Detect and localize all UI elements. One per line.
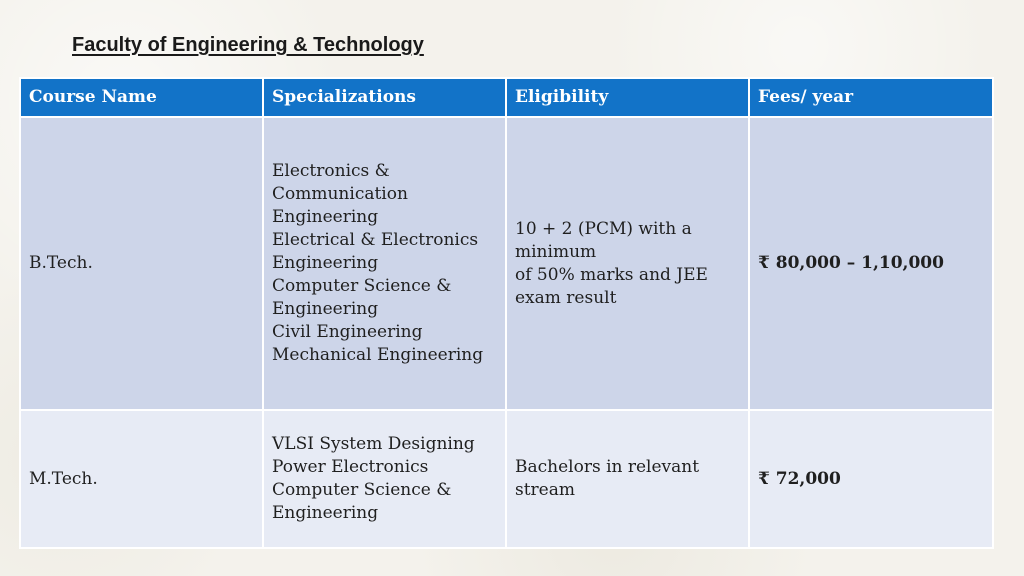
specialization-line: Engineering [272,207,379,227]
fees-cell: ₹ 80,000 – 1,10,000 [749,117,993,410]
course-name-cell: B.Tech. [20,117,263,410]
eligibility-cell [506,410,749,548]
specialization-line: Computer Science & [272,276,452,296]
table-row [20,117,993,410]
eligibility-line: stream [515,480,575,500]
page-title: Faculty of Engineering & Technology [72,34,424,56]
specialization-line: Civil Engineering [272,322,423,342]
specialization-line: Computer Science & [272,480,452,500]
eligibility-cell [506,117,749,410]
specializations-cell [263,117,506,410]
specialization-line: Engineering [272,503,379,523]
specialization-line: Power Electronics [272,457,429,477]
course-name-cell: M.Tech. [20,410,263,548]
specialization-line: Engineering [272,299,379,319]
header-course-name: Course Name [20,78,263,117]
eligibility-line: exam result [515,287,617,308]
eligibility-line: Bachelors in relevant [515,457,700,477]
fees-cell: ₹ 72,000 [749,410,993,548]
header-specializations: Specializations [263,78,506,117]
specialization-line: VLSI System Designing [272,434,475,454]
specialization-line: Engineering [272,253,379,273]
eligibility-line: of 50% marks and JEE [515,264,708,285]
specialization-line: Electronics & [272,161,390,181]
specialization-line: Electrical & Electronics [272,230,479,250]
header-fees: Fees/ year [749,78,993,117]
table-header-row [20,78,993,117]
eligibility-line: 10 + 2 (PCM) with a [515,218,692,239]
header-eligibility: Eligibility [506,78,749,117]
eligibility-line: minimum [515,241,597,262]
specialization-line: Communication [272,184,408,204]
table-row [20,410,993,548]
courses-table [19,77,994,549]
specialization-line: Mechanical Engineering [272,345,484,365]
specializations-cell [263,410,506,548]
